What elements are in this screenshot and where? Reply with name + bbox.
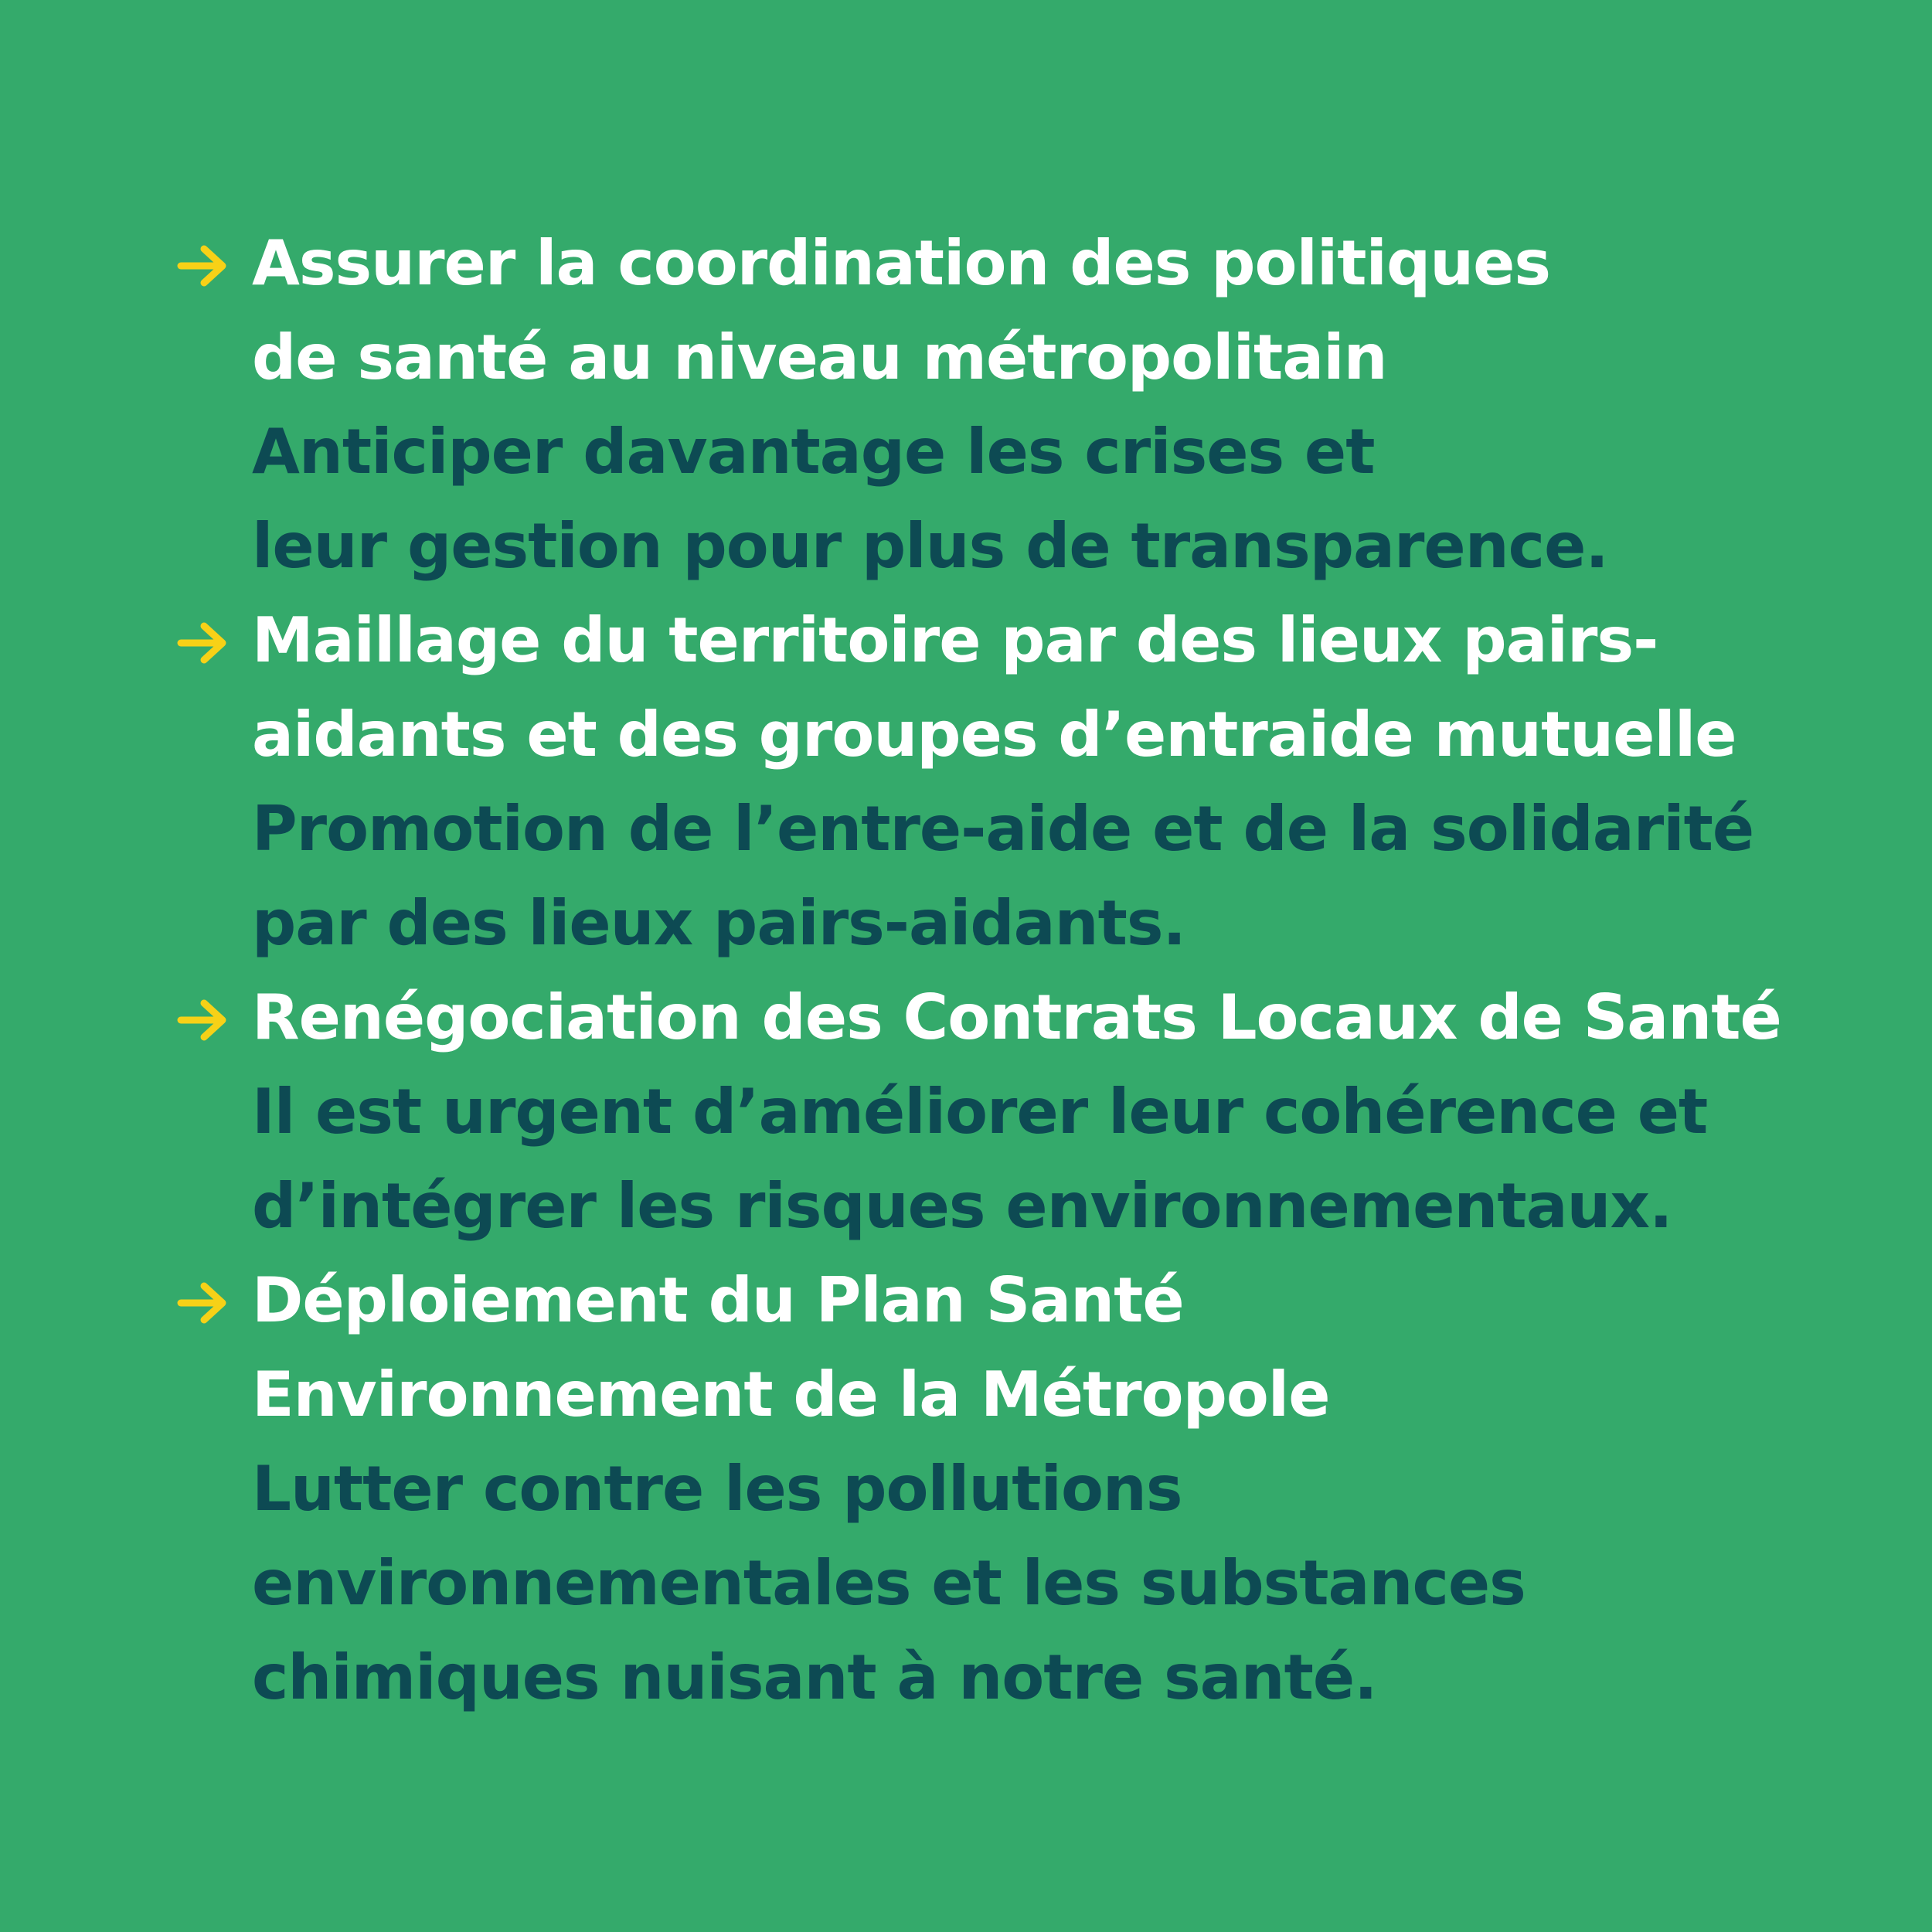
bullet-description-line: leur gestion pour plus de transparence. (252, 510, 1608, 582)
arrow-right-icon (176, 997, 232, 1043)
bullet-description-line: Promotion de l’entre-aide et de la solidarité (252, 793, 1754, 865)
bullet-title-line: aidants et des groupes d’entraide mutuelle (252, 699, 1736, 770)
arrow-right-icon (176, 620, 232, 666)
bullet-title-line: de santé au niveau métropolitain (252, 321, 1387, 393)
bullet-description-line: Lutter contre les pollutions (252, 1453, 1182, 1525)
bullet-title-line: Maillage du territoire par des lieux pairs- (252, 604, 1658, 676)
bullet-title-line: Renégociation des Contrats Locaux de Santé (252, 981, 1781, 1053)
bullet-text-2 (252, 594, 1798, 971)
bullet-title-line: Environnement de la Métropole (252, 1359, 1330, 1430)
bullet-description-line: d’intégrer les risques environnementaux. (252, 1170, 1672, 1242)
bullet-description-line: Il est urgent d’améliorer leur cohérence et (252, 1076, 1708, 1148)
bullet-text-3 (252, 971, 1798, 1253)
bullet-description-line: par des lieux pairs-aidants. (252, 887, 1185, 959)
bullet-text-4 (252, 1253, 1798, 1725)
bullet-description-line: chimiques nuisant à notre santé. (252, 1641, 1377, 1713)
bullet-description-line: environnementales et les substances (252, 1547, 1526, 1619)
arrow-right-icon (176, 1280, 232, 1326)
bullet-description-line: Anticiper davantage les crises et (252, 416, 1375, 488)
bullet-title-line: Assurer la coordination des politiques (252, 227, 1551, 299)
bullet-title-line: Déploiement du Plan Santé (252, 1264, 1184, 1336)
bullet-text-1 (252, 216, 1798, 594)
arrow-right-icon (176, 243, 232, 289)
